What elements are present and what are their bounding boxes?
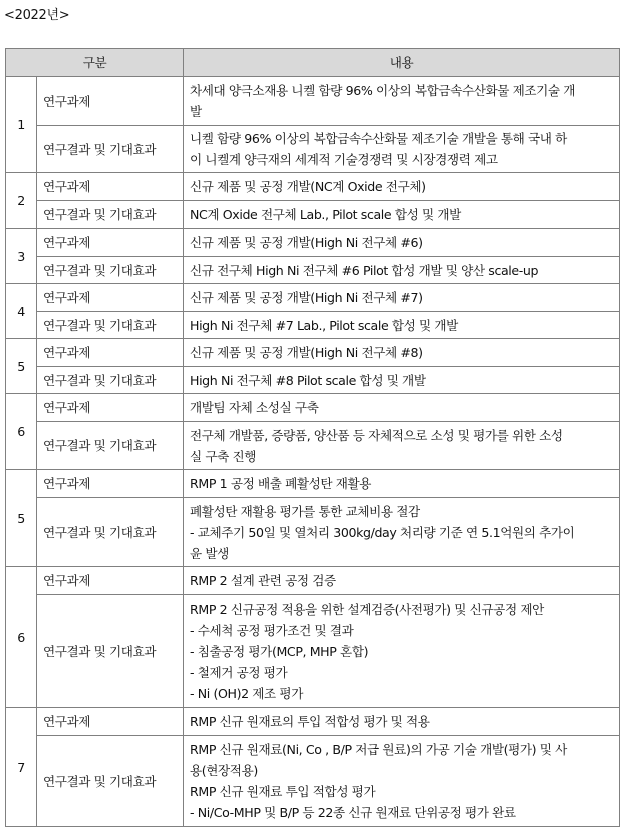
table-row-task (6, 708, 620, 736)
result-line: - 수세척 공정 평가조건 및 결과 (190, 622, 354, 638)
result-line: - 침출공정 평가(MCP, MHP 혼합) (190, 643, 369, 659)
result-line: 윤 발생 (190, 545, 229, 561)
result-label: 연구결과 및 기대효과 (37, 257, 184, 284)
result-line: RMP 신규 원재료(Ni, Co , B/P 저급 원료)의 가공 기술 개발(평가) 및 사 (190, 742, 567, 757)
result-line: 폐활성탄 재활용 평가를 통한 교체비용 절감 (190, 503, 420, 519)
result-line: 이 니켈계 양극재의 세계적 기술경쟁력 및 시장경쟁력 제고 (190, 152, 498, 167)
research-table (5, 48, 620, 827)
task-label: 연구과제 (37, 470, 184, 498)
result-line: High Ni 전구체 #7 Lab., Pilot scale 합성 및 개발 (190, 317, 458, 333)
result-line: RMP 2 신규공정 적용을 위한 설계검증(사전평가) 및 신규공정 제안 (190, 601, 544, 617)
task-content (184, 567, 620, 595)
task-line: 차세대 양극소재용 니켈 함량 96% 이상의 복합금속수산화물 제조기술 개 (190, 83, 576, 98)
task-line: 개발팀 자체 소성실 구축 (190, 400, 319, 415)
table-row-task (6, 339, 620, 367)
result-label: 연구결과 및 기대효과 (37, 498, 184, 567)
table-row-task (6, 284, 620, 312)
task-line: RMP 신규 원재료의 투입 적합성 평가 및 적용 (190, 714, 430, 729)
table-row-result (6, 126, 620, 173)
task-label: 연구과제 (37, 708, 184, 736)
table-row-result (6, 367, 620, 394)
header-content: 내용 (184, 49, 620, 77)
header-category: 구분 (6, 49, 184, 77)
table-header-row (6, 49, 620, 77)
row-number: 7 (6, 708, 37, 827)
row-number: 5 (6, 339, 37, 394)
result-label: 연구결과 및 기대효과 (37, 201, 184, 229)
task-line: 발 (190, 104, 202, 119)
task-content (184, 173, 620, 201)
result-content (184, 367, 620, 394)
table-row-result (6, 312, 620, 339)
result-content (184, 736, 620, 827)
task-label: 연구과제 (37, 173, 184, 201)
task-label: 연구과제 (37, 567, 184, 595)
result-line: - 철제거 공정 평가 (190, 664, 288, 680)
task-label: 연구과제 (37, 284, 184, 312)
result-content (184, 595, 620, 708)
result-line: - 교체주기 50일 및 열처리 300kg/day 처리량 기준 연 5.1억원의 추가이 (190, 524, 575, 540)
result-line: 신규 전구체 High Ni 전구체 #6 Pilot 합성 개발 및 양산 scale-up (190, 262, 539, 278)
task-content (184, 394, 620, 422)
row-number: 5 (6, 470, 37, 567)
year-caption: <2022년> (4, 8, 70, 23)
table-row-result (6, 257, 620, 284)
task-content (184, 339, 620, 367)
result-line: 용(현장적용) (190, 763, 258, 778)
task-line: RMP 1 공정 배출 폐활성탄 재활용 (190, 476, 372, 491)
task-line: RMP 2 설계 관련 공정 검증 (190, 573, 336, 588)
result-content (184, 201, 620, 229)
row-number: 4 (6, 284, 37, 339)
table-row-task (6, 173, 620, 201)
task-line: 신규 제품 및 공정 개발(NC계 Oxide 전구체) (190, 179, 426, 194)
result-content (184, 257, 620, 284)
row-number: 2 (6, 173, 37, 229)
task-content (184, 77, 620, 126)
task-content (184, 229, 620, 257)
task-line: 신규 제품 및 공정 개발(High Ni 전구체 #7) (190, 290, 423, 305)
result-label: 연구결과 및 기대효과 (37, 736, 184, 827)
task-content (184, 284, 620, 312)
table-row-task (6, 77, 620, 126)
row-number: 3 (6, 229, 37, 284)
table-row-result (6, 498, 620, 567)
task-content (184, 708, 620, 736)
table-row-task (6, 470, 620, 498)
table-row-result (6, 736, 620, 827)
result-label: 연구결과 및 기대효과 (37, 422, 184, 470)
result-line: RMP 신규 원재료 투입 적합성 평가 (190, 784, 376, 799)
result-line: 니켈 함량 96% 이상의 복합금속수산화물 제조기술 개발을 통해 국내 하 (190, 131, 567, 146)
result-line: - Ni (OH)2 제조 평가 (190, 685, 303, 701)
row-number: 1 (6, 77, 37, 173)
result-label: 연구결과 및 기대효과 (37, 595, 184, 708)
result-label: 연구결과 및 기대효과 (37, 126, 184, 173)
table-row-task (6, 394, 620, 422)
task-label: 연구과제 (37, 339, 184, 367)
result-line: NC계 Oxide 전구체 Lab., Pilot scale 합성 및 개발 (190, 207, 461, 222)
result-label: 연구결과 및 기대효과 (37, 312, 184, 339)
task-line: 신규 제품 및 공정 개발(High Ni 전구체 #8) (190, 345, 423, 360)
task-content (184, 470, 620, 498)
row-number: 6 (6, 567, 37, 708)
result-content (184, 422, 620, 470)
table-row-result (6, 422, 620, 470)
result-line: - Ni/Co-MHP 및 B/P 등 22종 신규 원재료 단위공정 평가 완료 (190, 805, 516, 820)
result-content (184, 498, 620, 567)
result-content (184, 312, 620, 339)
table-row-result (6, 595, 620, 708)
table-row-result (6, 201, 620, 229)
result-line: 실 구축 진행 (190, 448, 257, 464)
result-line: 전구체 개발품, 증량품, 양산품 등 자체적으로 소성 및 평가를 위한 소성 (190, 427, 563, 443)
task-label: 연구과제 (37, 394, 184, 422)
result-content (184, 126, 620, 173)
result-line: High Ni 전구체 #8 Pilot scale 합성 및 개발 (190, 372, 426, 388)
task-label: 연구과제 (37, 229, 184, 257)
table-row-task (6, 229, 620, 257)
table-row-task (6, 567, 620, 595)
result-label: 연구결과 및 기대효과 (37, 367, 184, 394)
row-number: 6 (6, 394, 37, 470)
task-label: 연구과제 (37, 77, 184, 126)
task-line: 신규 제품 및 공정 개발(High Ni 전구체 #6) (190, 235, 423, 250)
